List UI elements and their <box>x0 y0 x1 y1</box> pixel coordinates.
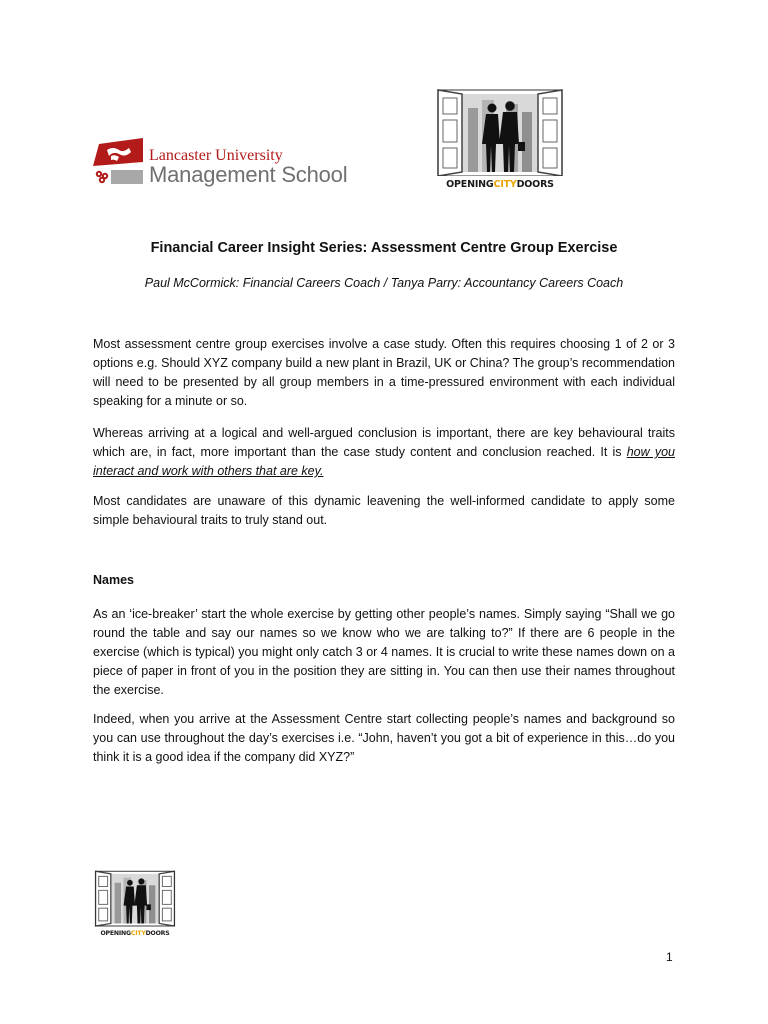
paragraph-traits <box>93 424 675 481</box>
lancaster-name: Lancaster University <box>149 147 283 164</box>
opening-city-doors-footer-logo <box>93 869 177 937</box>
wordmark-opening: OPENING <box>446 179 494 190</box>
wordmark-city: CITY <box>493 179 517 190</box>
paragraph-assessment-centre <box>93 710 675 767</box>
management-school-name: Management School <box>149 162 348 187</box>
paragraph-4-text: As an ‘ice-breaker’ start the whole exercise by getting other people’s names. Simply saying “Shall we go round the table and say our names so we know who we are talking to?” If there are 6 people in the exercise (which is typical) you might only catch 3 or 4 names. It is crucial to write these names down on a piece of paper in front of you in the position they are sitting in. You can then use their names throughout the exercise. <box>93 607 675 697</box>
footer-wordmark-city: CITY <box>130 930 146 937</box>
opening-city-doors-wordmark <box>434 179 566 190</box>
paragraph-2-start: Whereas arriving at a logical and well-argued conclusion is important, there are key behavioural traits which are, in fact, more important than the case study content and conclusion reached. It is <box>93 426 675 459</box>
paragraph-icebreaker <box>93 605 675 700</box>
section-heading-names: Names <box>93 573 134 587</box>
opening-city-doors-logo <box>434 88 566 190</box>
wordmark-doors: DOORS <box>516 179 554 190</box>
paragraph-5-text: Indeed, when you arrive at the Assessment Centre start collecting people’s names and background so you can use throughout the day’s exercises i.e. “John, haven’t you got a bit of experience in this…do you think it is a good idea if the company did XYZ?” <box>93 712 675 764</box>
page-number: 1 <box>666 950 673 964</box>
lancaster-logo <box>93 138 355 188</box>
paragraph-3-text: Most candidates are unaware of this dynamic leavening the well-informed candidate to apply some simple behavioural traits to truly stand out. <box>93 494 675 527</box>
open-doors-icon <box>434 88 566 176</box>
paragraph-2-emphasis: how you interact and work with others that are key. <box>93 445 675 478</box>
open-doors-icon <box>93 869 177 927</box>
opening-city-doors-footer-wordmark <box>93 930 177 937</box>
paragraph-dynamic <box>93 492 675 530</box>
document-title: Financial Career Insight Series: Assessment Centre Group Exercise <box>150 240 618 256</box>
footer-wordmark-doors: DOORS <box>145 930 170 937</box>
document-subtitle: Paul McCormick: Financial Careers Coach / Tanya Parry: Accountancy Careers Coach <box>144 276 624 290</box>
footer-wordmark-opening: OPENING <box>100 930 131 937</box>
paragraph-intro <box>93 335 675 411</box>
paragraph-2-text <box>93 424 675 481</box>
paragraph-1-text: Most assessment centre group exercises involve a case study. Often this requires choosing 1 of 2 or 3 options e.g. Should XYZ company build a new plant in Brazil, UK or China? The group’s recommendation will need to be presented by all group members in a time-pressured environment with each individual speaking for a minute or so. <box>93 337 675 408</box>
lancaster-crest-icon <box>93 138 143 188</box>
